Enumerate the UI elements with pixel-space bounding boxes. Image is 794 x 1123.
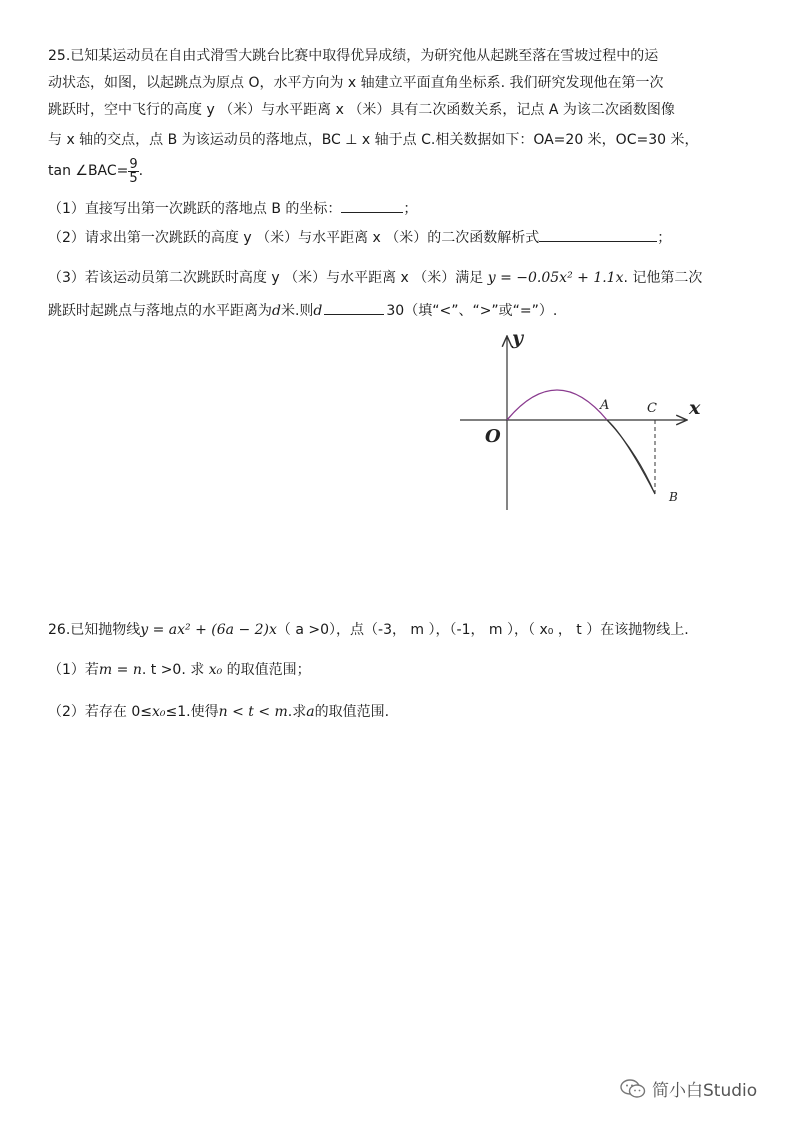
q25-line-1: 25.已知某运动员在自由式滑雪大跳台比赛中取得优异成绩，为研究他从起跳至落在雪坡过程中的运 [48,48,659,64]
q26-part1-a: （1）若 [48,662,99,678]
tan-end: . [138,163,144,179]
q25-part3-line2-a: 跳跃时起跳点与落地点的水平距离为 [48,303,272,319]
q25-part3-formula: y = −0.05x² + 1.1x [487,270,624,286]
q26-part2-d: 的取值范围. [314,704,390,720]
q26-part2-var-a: a [306,704,315,720]
q25-part1-end: ； [403,201,418,217]
watermark-text: 简小白Studio [652,1081,758,1101]
q26-part1 [48,660,311,680]
label-origin: O [485,426,501,447]
q25-line-4: 与 x 轴的交点，点 B 为该运动员的落地点，BC ⊥ x 轴于点 C.相关数据如下：OA=20 米，OC=30 米， [48,132,699,148]
label-b: B [669,490,678,504]
q26-intro [48,620,689,640]
wechat-icon [620,1079,646,1099]
parabola-curve [507,390,610,420]
q26-part1-cond: m = n [98,662,142,678]
q25-part1-text: （1）直接写出第一次跳跃的落地点 B 的坐标： [48,201,342,217]
q26-part2-b: ≤1.使得 [165,704,219,720]
q25-line-2: 动状态，如图，以起跳点为原点 O，水平方向为 x 轴建立平面直角坐标系. 我们研究发现他在第一次 [48,75,664,91]
q26-part1-b: . t >0. 求 [141,662,205,678]
q26-intro-a: 26.已知抛物线 [48,622,141,638]
parabola-descent [607,420,655,494]
q26-part2-a: （2）若存在 0≤ [48,704,152,720]
q25-tan-line [48,156,143,186]
label-c: C [647,401,657,416]
q25-part2 [48,227,671,248]
label-a: A [600,398,610,413]
q26-part2-cond: n < t < m [218,704,288,720]
q25-part3-line1 [48,268,702,288]
q26-part1-c: 的取值范围； [226,662,311,678]
watermark [620,1076,757,1101]
q25-var-d-2: d [313,303,323,319]
q25-var-d: d [272,303,281,319]
slope-line [607,420,655,494]
q25-part2-text: （2）请求出第一次跳跃的高度 y （米）与水平距离 x （米）的二次函数解析式 [48,230,540,246]
q25-part3-line2-b: 米.则 [280,303,314,319]
q26-part2-var: x₀ [152,704,166,720]
q26-formula: y = ax² + (6a − 2)x [140,622,277,638]
q25-line-3: 跳跃时，空中飞行的高度 y （米）与水平距离 x （米）具有二次函数关系，记点 A 为该二次函数图像 [48,102,675,118]
tan-fraction [128,158,138,185]
q25-part3-text-a: （3）若该运动员第二次跳跃时高度 y （米）与水平距离 x （米）满足 [48,270,484,286]
q25-part2-end: ； [657,230,672,246]
tan-denominator: 5 [129,170,138,186]
q25-part3-line2-c: 30（填“<”、“>”或“=”）. [386,303,558,319]
answer-blank-2[interactable] [539,227,657,242]
tan-numerator: 9 [129,156,138,172]
q25-part3-line2 [48,300,557,321]
q26-part1-var: x₀ [208,662,223,678]
label-y: y [512,327,524,349]
q26-part2-c: .求 [287,704,307,720]
q25-part1 [48,198,417,219]
answer-blank-3[interactable] [324,300,384,315]
q26-part2 [48,702,389,722]
q25-part3-text-b: . 记他第二次 [623,270,703,286]
q26-intro-b: （ a >0），点（-3， m ），（-1， m ），（ x₀ ， t ）在该抛物线上. [276,622,689,638]
answer-blank-1[interactable] [341,198,403,213]
label-x: x [689,397,701,419]
parabola-figure [455,326,705,516]
tan-label: tan ∠BAC= [48,163,129,179]
